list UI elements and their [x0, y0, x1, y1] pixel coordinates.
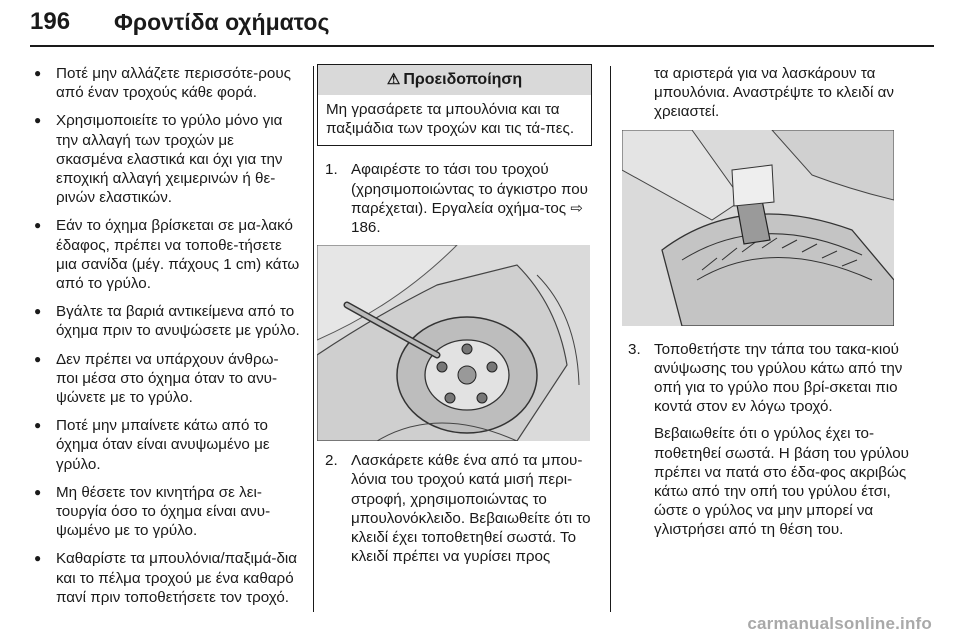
- step-2: [317, 451, 595, 566]
- step-number: 1.: [325, 161, 338, 179]
- precautions-column: [30, 64, 300, 616]
- list-item: ● Ποτέ μην αλλάζετε περισσότε-ρους από έναν τροχούς κάθε φορά.: [30, 64, 300, 102]
- step-3-note: Βεβαιωθείτε ότι ο γρύλος έχει το-ποθετηθεί σωστά. Η βάση του γρύλου πρέπει να πατά στο έδα-φος ακριβώς κάτω από την οπή του γρύλου έτσι, ώστε ο γρύλος να μην μπορεί να γλιστρήσει από τη θέση του.: [654, 425, 909, 539]
- step-number: 3.: [628, 340, 641, 358]
- column-divider-right: [610, 66, 611, 612]
- column-divider-left: [313, 66, 314, 612]
- wheel-bolts-illustration: [317, 245, 590, 441]
- step-2-continued: [620, 64, 916, 122]
- right-column: [620, 64, 916, 540]
- precautions-list: [30, 64, 300, 607]
- list-item: ● Βγάλτε τα βαριά αντικείμενα από το όχημα πριν το ανυψώσετε με γρύλο.: [30, 302, 300, 340]
- page-title: Φροντίδα οχήματος: [114, 9, 330, 35]
- middle-column: [317, 64, 595, 574]
- page-header: [0, 0, 960, 44]
- warning-title: Προειδοποίηση: [403, 71, 523, 88]
- warning-header: [318, 65, 591, 95]
- step-3: [620, 340, 916, 417]
- list-item: ● Καθαρίστε τα μπουλόνια/παξιμά-δια και το πέλμα τροχού με ένα καθαρό πανί πριν τοποθετήσετε τον τροχό.: [30, 549, 300, 607]
- step-1: [317, 160, 595, 237]
- warning-box: [317, 64, 592, 146]
- page-number: 196: [30, 8, 71, 35]
- warning-triangle-icon: ⚠: [386, 71, 401, 88]
- jack-position-illustration: [622, 130, 894, 326]
- list-item: ● Χρησιμοποιείτε το γρύλο μόνο για την αλλαγή των τροχών με σκασμένα ελαστικά και όχι για την εποχική αλλαγή χειμερινών ή θε-ρινών ελαστικών.: [30, 111, 300, 207]
- step-text: Λασκάρετε κάθε ένα από τα μπου-λόνια του τροχού κατά μισή περι-στροφή, χρησιμοποιώντας το μπουλονόκλειδο. Βεβαιωθείτε ότι το κλειδί έχει τοποθετηθεί σωστά. Το κλειδί πρέπει να γυρίσει προς: [351, 452, 591, 566]
- step-text: Αφαιρέστε το τάσι του τροχού (χρησιμοποιώντας το άγκιστρο που παρέχεται). Εργαλεία οχήμα-τος ⇨ 186.: [351, 161, 588, 237]
- list-item: ● Μη θέσετε τον κινητήρα σε λει-τουργία όσο το όχημα είναι ανυ-ψωμένο με το γρύλο.: [30, 483, 300, 541]
- step-text: τα αριστερά για να λασκάρουν τα μπουλόνια. Αναστρέψτε το κλειδί αν χρειαστεί.: [654, 65, 894, 121]
- header-divider: [30, 45, 934, 47]
- list-item: ● Δεν πρέπει να υπάρχουν άνθρω-ποι μέσα στο όχημα όταν το ανυ-ψώνετε με το γρύλο.: [30, 350, 300, 408]
- list-item: ● Εάν το όχημα βρίσκεται σε μα-λακό έδαφος, πρέπει να τοποθε-τήσετε μια σανίδα (μέγ. πάχους 1 cm) κάτω από το γρύλο.: [30, 216, 300, 293]
- warning-text: Μη γρασάρετε τα μπουλόνια και τα παξιμάδια των τροχών και τις τά-πες.: [326, 101, 575, 138]
- step-number: 2.: [325, 452, 338, 470]
- watermark: carmanualsonline.info: [747, 614, 932, 633]
- step-text: Τοποθετήστε την τάπα του τακα-κιού ανύψωσης του γρύλου κάτω από την οπή για το γρύλο που βρί-σκεται πιο κοντά στον εν λόγω τροχό.: [654, 340, 903, 416]
- list-item: ● Ποτέ μην μπαίνετε κάτω από το όχημα όταν είναι ανυψωμένο με γρύλο.: [30, 416, 300, 474]
